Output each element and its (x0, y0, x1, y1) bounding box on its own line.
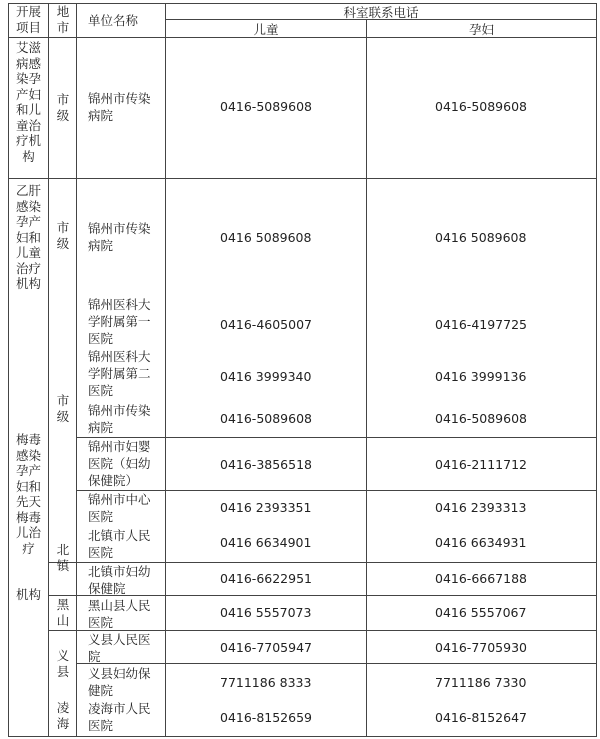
unit-name: 黑山县人民医院 (88, 598, 151, 630)
header-unit: 单位名称 (88, 13, 139, 28)
header-maternal: 孕妇 (468, 22, 494, 37)
region-7: 凌海 (56, 700, 70, 731)
unit-name: 义县妇幼保健院 (88, 666, 151, 698)
unit-name: 锦州市传染病院 (88, 221, 151, 253)
child-phone: 0416-5089608 (220, 411, 312, 426)
unit-name: 锦州市传染病院 (88, 403, 151, 435)
border-left (8, 3, 9, 737)
header-region: 地市 (56, 4, 70, 35)
col-sep-unit (165, 3, 166, 737)
child-phone: 0416 6634901 (220, 535, 312, 550)
header-project: 开展项目 (15, 4, 41, 35)
border-bottom (8, 736, 597, 737)
maternal-phone: 0416-7705930 (435, 640, 527, 655)
child-phone: 0416-4605007 (220, 317, 312, 332)
unit-name: 锦州市妇婴医院（妇幼保健院） (88, 439, 151, 488)
maternal-phone: 0416-4197725 (435, 317, 527, 332)
group-syphilis-b: 机构 (15, 587, 41, 602)
maternal-phone: 0416-6667188 (435, 571, 527, 586)
col-sep-project (48, 3, 49, 737)
maternal-phone: 0416 5557067 (435, 605, 527, 620)
group-syphilis: 梅毒感染孕产妇和先天梅毒儿治疗 (15, 432, 41, 556)
child-phone: 0416 5089608 (220, 230, 312, 245)
group-hbv: 乙肝感染孕产妇和儿童治疗机构 (15, 183, 41, 291)
child-phone: 0416-8152659 (220, 710, 312, 725)
region-3: 市级 (56, 393, 70, 424)
child-phone: 0416-3856518 (220, 457, 312, 472)
unit-name: 北镇市妇幼保健院 (88, 564, 151, 596)
unit-name: 义县人民医院 (88, 632, 151, 664)
maternal-phone: 0416-8152647 (435, 710, 527, 725)
unit-name: 锦州医科大学附属第二医院 (88, 349, 151, 398)
region-1: 市级 (56, 92, 70, 123)
unit-name: 北镇市人民医院 (88, 528, 151, 560)
child-phone: 0416-5089608 (220, 99, 312, 114)
maternal-phone: 0416-5089608 (435, 411, 527, 426)
child-phone: 0416 3999340 (220, 369, 312, 384)
child-phone: 0416 5557073 (220, 605, 312, 620)
region-5: 黑山 (56, 597, 70, 628)
maternal-phone: 0416 6634931 (435, 535, 527, 550)
region-4: 北镇 (56, 542, 70, 573)
col-sep-region (76, 3, 77, 737)
child-phone: 0416-7705947 (220, 640, 312, 655)
unit-name: 锦州医科大学附属第一医院 (88, 297, 151, 346)
maternal-phone: 0416 3999136 (435, 369, 527, 384)
maternal-phone: 0416 5089608 (435, 230, 527, 245)
unit-name: 锦州市传染病院 (88, 91, 151, 123)
unit-name: 凌海市人民医院 (88, 701, 151, 733)
maternal-phone: 0416-2111712 (435, 457, 527, 472)
group-line-1 (8, 178, 597, 179)
region-6: 义县 (56, 648, 70, 679)
maternal-phone: 0416 2393313 (435, 500, 527, 515)
group-aids: 艾滋病感染孕产妇和儿童治疗机构 (15, 40, 41, 164)
child-phone: 7711186 8333 (220, 675, 312, 690)
header-phone: 科室联系电话 (343, 5, 419, 20)
border-right (596, 3, 597, 737)
child-phone: 0416-6622951 (220, 571, 312, 586)
unit-name: 锦州市中心医院 (88, 492, 151, 524)
maternal-phone: 0416-5089608 (435, 99, 527, 114)
maternal-phone: 7711186 7330 (435, 675, 527, 690)
header-child: 儿童 (253, 22, 279, 37)
child-phone: 0416 2393351 (220, 500, 312, 515)
region-2: 市级 (56, 220, 70, 251)
